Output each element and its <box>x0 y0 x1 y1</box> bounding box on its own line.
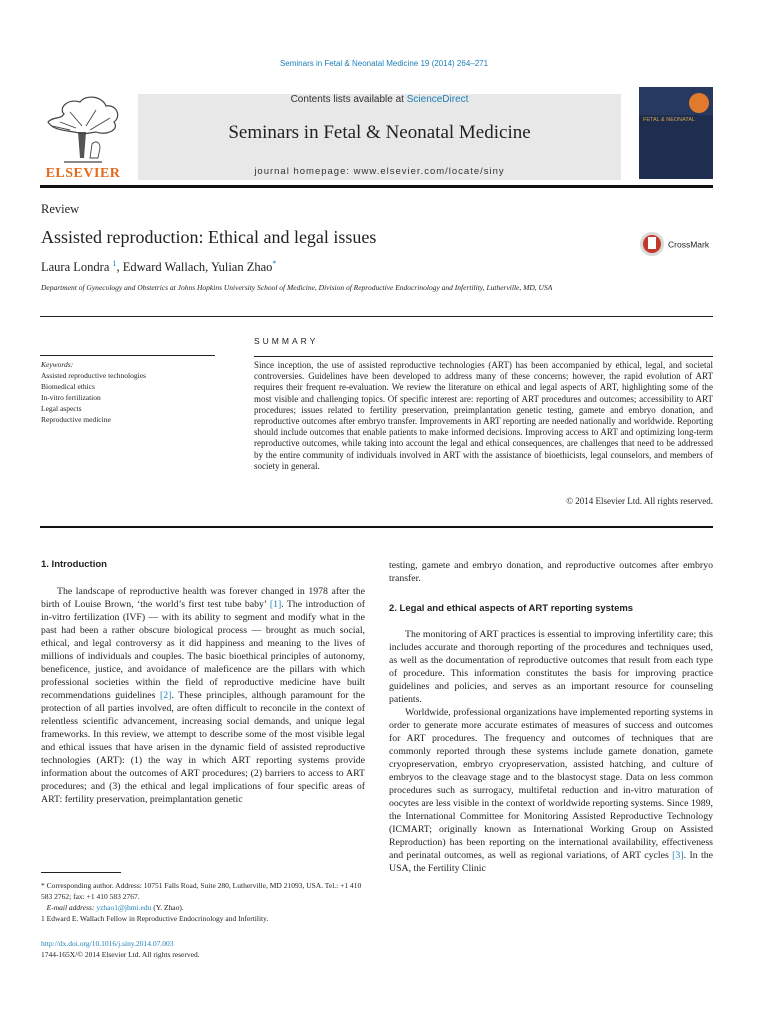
section-rule <box>40 316 713 317</box>
reference-link[interactable]: [1] <box>269 599 282 610</box>
email-footnote <box>41 902 365 913</box>
reference-link[interactable]: [2] <box>160 690 172 701</box>
summary-text: Since inception, the use of assisted reproductive technologies (ART) has been accompanied by ethical, legal, and societal controversies. Guidelines have been developed to address many of these concerns; however, the rapid evolution of ART requires their frequent re-evaluation. We review the literature on ethical and legal aspects of ART, highlighting some of the most visible and challenging topics. Of specific interest are: reporting of ART procedures and outcomes; accessibility to ART procedures; issues related to fertility preservation, preimplantation genetic testing, gamete and embryo donation, and reproductive outcomes after embryo transfer. Improvements in ART reporting are needed nationally and worldwide. Reporting should include outcomes that enable patients to make informed decisions. Improving access to ART and optimizing long-term reproductive outcomes, while taking into account the legal and ethical consequences, are challenges that need to be addressed by the entire community of individuals involved in ART with the assistance of bioethicists, legal counselors, and members of society in general. <box>254 360 713 471</box>
abstract-end-rule <box>40 526 713 528</box>
continuation-paragraph: testing, gamete and embryo donation, and reproductive outcomes after embryo transfer. <box>389 560 713 584</box>
header-rule <box>40 185 713 188</box>
intro-paragraph <box>41 585 365 806</box>
keyword-item: Biomedical ethics <box>41 382 95 391</box>
text-run: . The introduction of in-vitro fertilization (IVF) — with its ability to segment and modify what in the past had been a rather obscure biological process — brought as much social, ethical, and legal controversy as it did happiness and meaning to the lives of millions of individuals and couples. The basic bioethical principles of autonomy, beneficence, justice, and avoidance of maleficence are the pillars with which professional societies within the field of reproductive medicine have built recommendations guidelines <box>41 599 365 701</box>
keyword-item: In-vitro fertilization <box>41 393 101 402</box>
text-run: . These principles, although paramount for the protection of all parties involved, are often difficult to reconcile in the context of relentless scientific advancement, increasing social demands, and unique legal frameworks. In this review, we attempt to describe some of the most visible legal and ethical issues that have arisen in the dynamic field of assisted reproductive technologies (ART): (1) the way in which ART reporting systems provide information about the outcomes of ART procedures; (2) barriers to access to ART procedures; and (3) the ethical and legal implications of four specific areas of ART: fertility preservation, preimplantation genetic <box>41 690 366 805</box>
email-label: E-mail address: <box>46 903 97 912</box>
article-title: Assisted reproduction: Ethical and legal issues <box>41 227 377 247</box>
email-link[interactable]: yzhao1@jhmi.edu <box>96 903 152 912</box>
section-heading-introduction: 1. Introduction <box>41 559 107 570</box>
footnote-rule <box>41 872 121 873</box>
journal-citation[interactable]: Seminars in Fetal & Neonatal Medicine 19 (2014) 264–271 <box>279 59 489 68</box>
author-footnote-mark[interactable]: 1 <box>112 259 117 268</box>
keyword-item: Reproductive medicine <box>41 415 111 424</box>
article-type: Review <box>41 202 80 216</box>
cover-title: FETAL & NEONATAL <box>643 117 696 123</box>
summary-rule <box>254 356 713 357</box>
affiliation: Department of Gynecology and Obstetrics at Johns Hopkins University School of Medicine, Division of Reproductive Endocrinology and Infertility, Lutherville, MD, USA <box>41 283 553 292</box>
keyword-item: Legal aspects <box>41 404 82 413</box>
author-name[interactable]: Yulian Zhao <box>210 260 273 275</box>
summary-copyright: © 2014 Elsevier Ltd. All rights reserved. <box>566 496 713 506</box>
journal-cover-image[interactable] <box>639 87 713 179</box>
keywords-block <box>41 359 146 425</box>
page-footer <box>41 938 200 960</box>
crossmark-badge[interactable] <box>639 230 719 258</box>
text-run: The landscape of reproductive health was forever changed in 1978 after the birth of Louise Brown, ‘the world’s first test tube baby’ <box>41 586 365 610</box>
author-name[interactable]: Edward Wallach <box>122 260 206 275</box>
corresponding-author-mark[interactable]: * <box>272 259 277 268</box>
elsevier-wordmark: ELSEVIER <box>45 166 121 181</box>
text-run: . In the USA, the Fertility Clinic <box>389 850 713 874</box>
right-column <box>389 628 713 875</box>
email-suffix: (Y. Zhao). <box>151 903 184 912</box>
journal-homepage[interactable]: journal homepage: www.elsevier.com/locate/siny <box>254 166 505 177</box>
author-name[interactable]: Laura Londra <box>41 260 110 275</box>
keywords-title: Keywords: <box>41 360 74 369</box>
keywords-rule <box>40 355 215 356</box>
doi-link[interactable]: http://dx.doi.org/10.1016/j.siny.2014.07.003 <box>41 939 174 948</box>
left-column <box>41 585 365 806</box>
cover-illustration <box>689 93 709 113</box>
section-heading-reporting: 2. Legal and ethical aspects of ART reporting systems <box>389 603 634 614</box>
contents-prefix: Contents lists available at <box>290 94 407 105</box>
body-paragraph: The monitoring of ART practices is essential to improving infertility care; this includes accurate and thorough reporting of the procedures and techniques used, as well as the documentation of reproductive outcomes that result from each type of procedure. This information constitutes the basis for improving practice guidelines and policies, and serves as an important resource for counseling patients. <box>389 629 713 705</box>
body-paragraph <box>389 706 713 875</box>
corresponding-author-footnote: * Corresponding author. Address: 10751 Falls Road, Suite 280, Lutherville, MD 21093, USA. Tel.: +1 410 583 2762; fax: +1 410 583 2767. <box>41 881 362 901</box>
right-column-continuation <box>389 559 713 585</box>
text-run: Worldwide, professional organizations have implemented reporting systems in order to generate more accurate estimates of measures of success and outcomes for ART procedures. The frequency and outcomes of techniques that are commonly reported through these systems include gamete donation, gamete cryopreservation, embryo cryopreservation, assisted hatching, and culture of embryos to the cleavage stage and to the blastocyst stage. Data on less common procedures such as surrogacy, multifetal reduction and in-vitro maturation of oocytes are less visible in the context of worldwide reporting systems. Since 1989, the International Committee for Monitoring Assisted Reproductive Technology (ICMART; originally known as International Working Group on Assisted Reproduction) has been reporting on the international availability, effectiveness and perinatal outcomes, as well as regional variations, of ART cycles <box>389 707 713 861</box>
summary-heading: SUMMARY <box>254 336 319 346</box>
footnotes <box>41 880 365 924</box>
crossmark-label: CrossMark <box>668 239 710 250</box>
author-list: Laura Londra $^1$, Edward Wallach, Yulian Zhao* <box>41 259 277 275</box>
keyword-item: Assisted reproductive technologies <box>41 371 146 380</box>
contents-line <box>138 94 621 105</box>
reference-link[interactable]: [3] <box>672 850 684 861</box>
issn-line: 1744-165X/© 2014 Elsevier Ltd. All rights reserved. <box>41 950 200 959</box>
fellow-footnote: 1 Edward E. Wallach Fellow in Reproductive Endocrinology and Infertility. <box>41 914 269 923</box>
sciencedirect-link[interactable]: ScienceDirect <box>406 94 469 105</box>
journal-title: Seminars in Fetal & Neonatal Medicine <box>228 122 531 143</box>
